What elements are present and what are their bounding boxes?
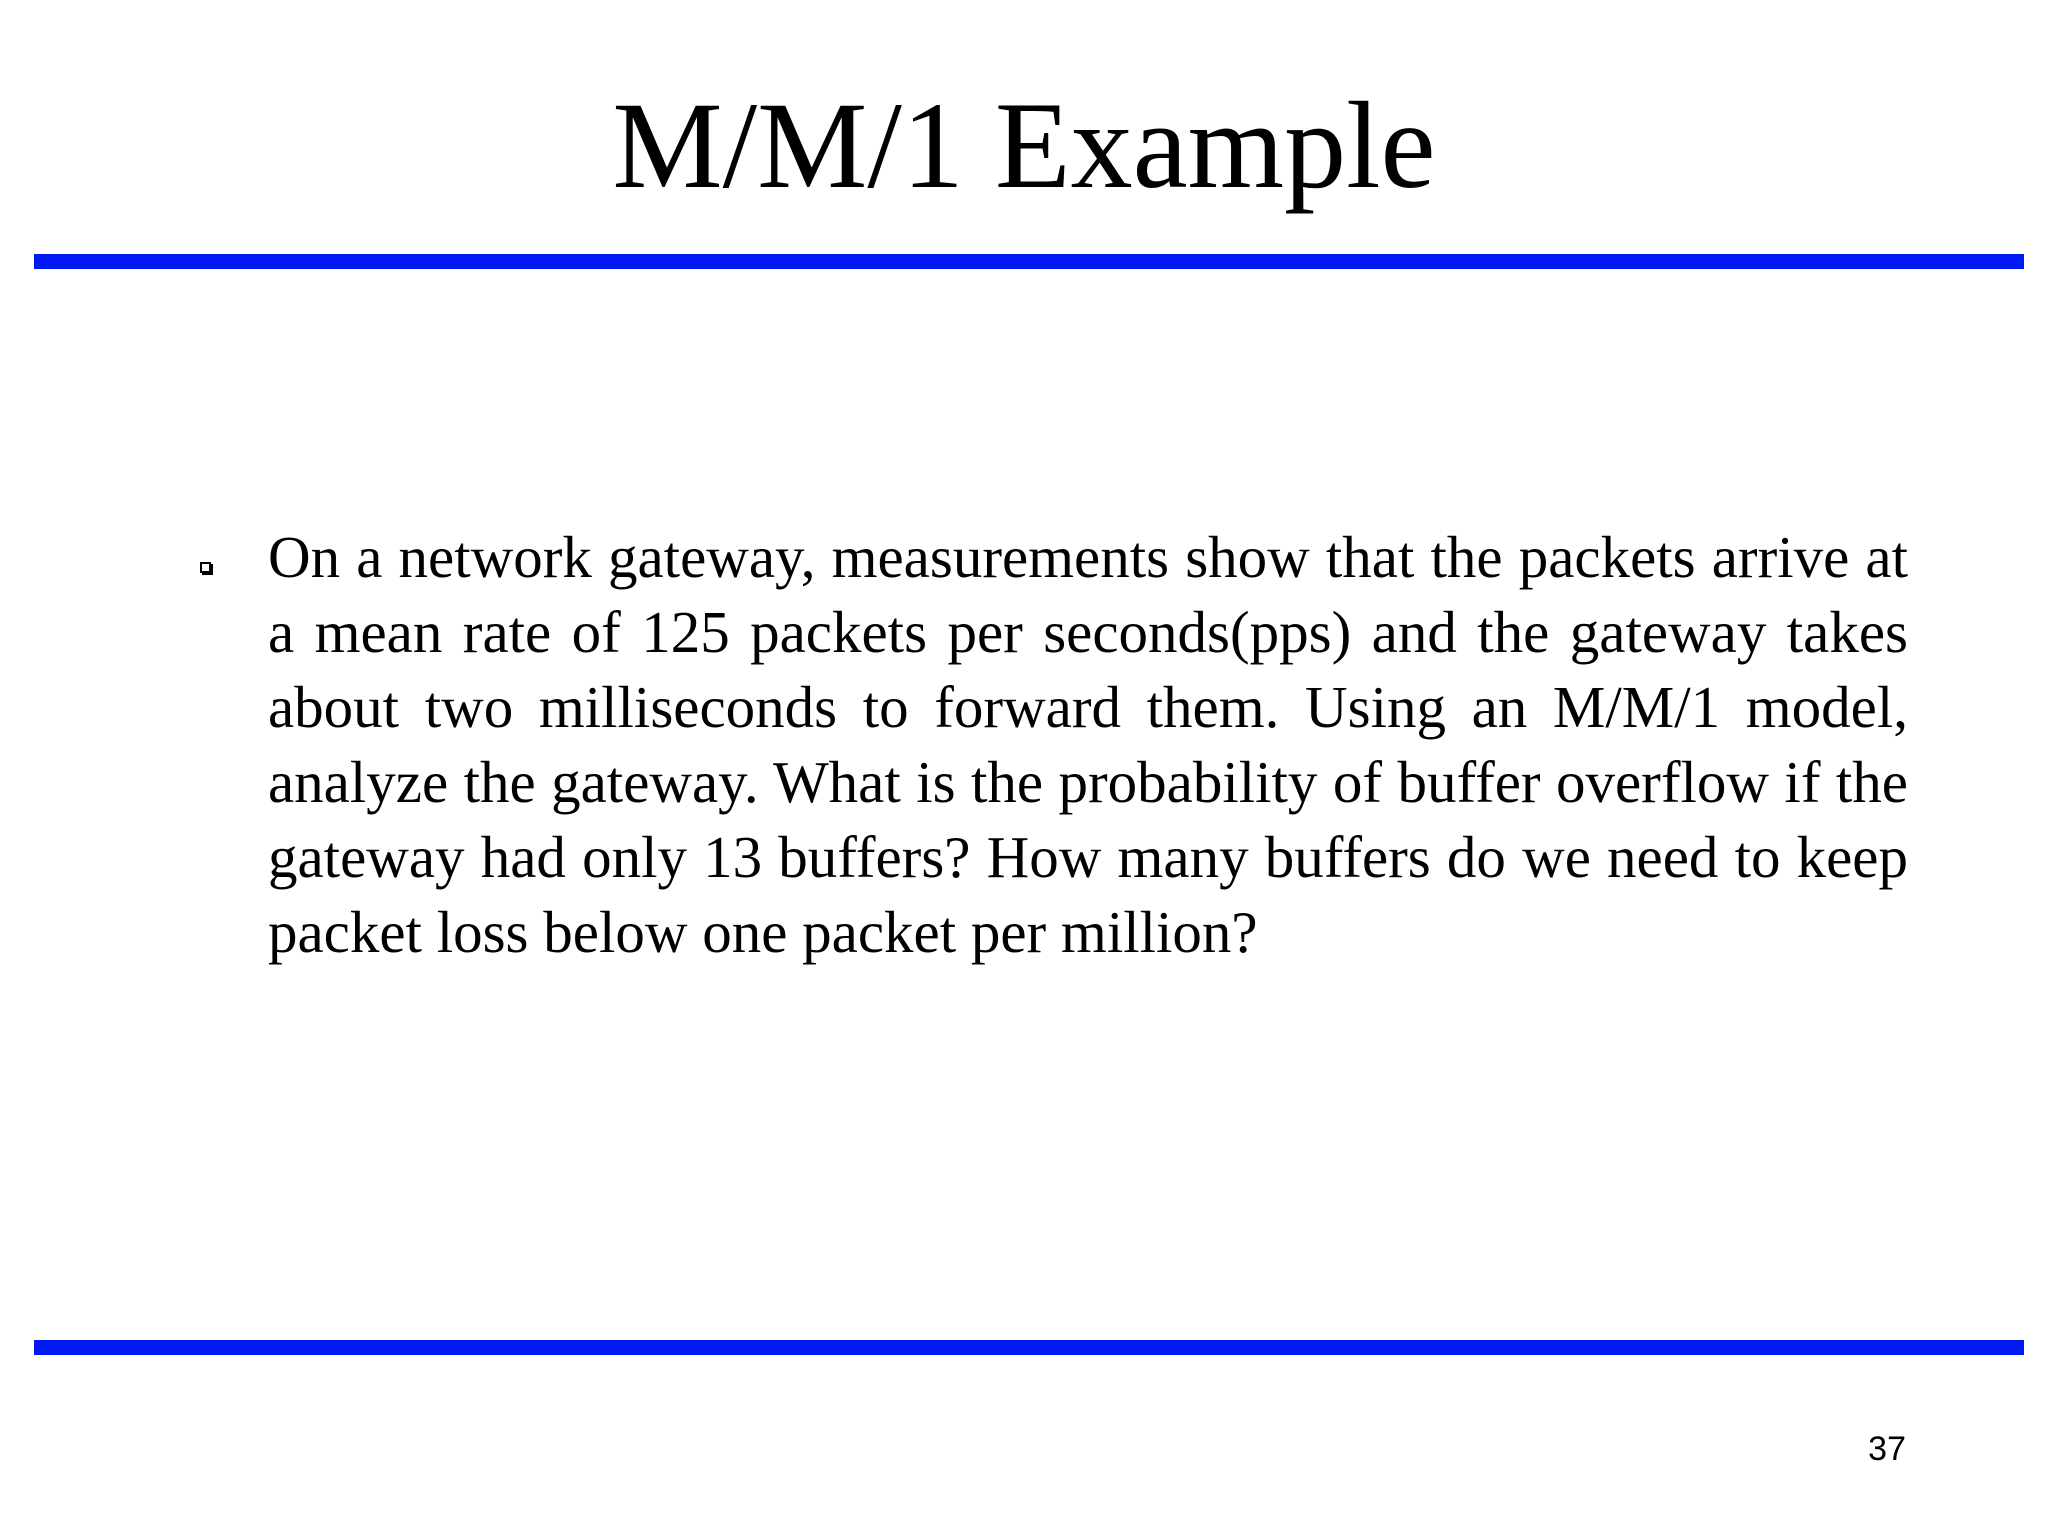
slide-title: M/M/1 Example	[612, 77, 1436, 214]
bullet-item	[198, 520, 1908, 970]
bullet-text: On a network gateway, measurements show that the packets arrive at a mean rate of 125 packets per seconds(pps) and the gateway takes about two milliseconds to forward them. Using an M/M/1 model, analyze the gateway. What is the probability of buffer overflow if the gateway had only 13 buffers? How many buffers do we need to keep packet loss below one packet per million?	[268, 524, 1908, 965]
bottom-divider	[34, 1340, 2024, 1355]
page-number: 37	[1868, 1430, 1906, 1468]
top-divider	[34, 254, 2024, 269]
bullet-list	[198, 520, 1908, 970]
hollow-square-bullet-icon	[200, 562, 211, 573]
